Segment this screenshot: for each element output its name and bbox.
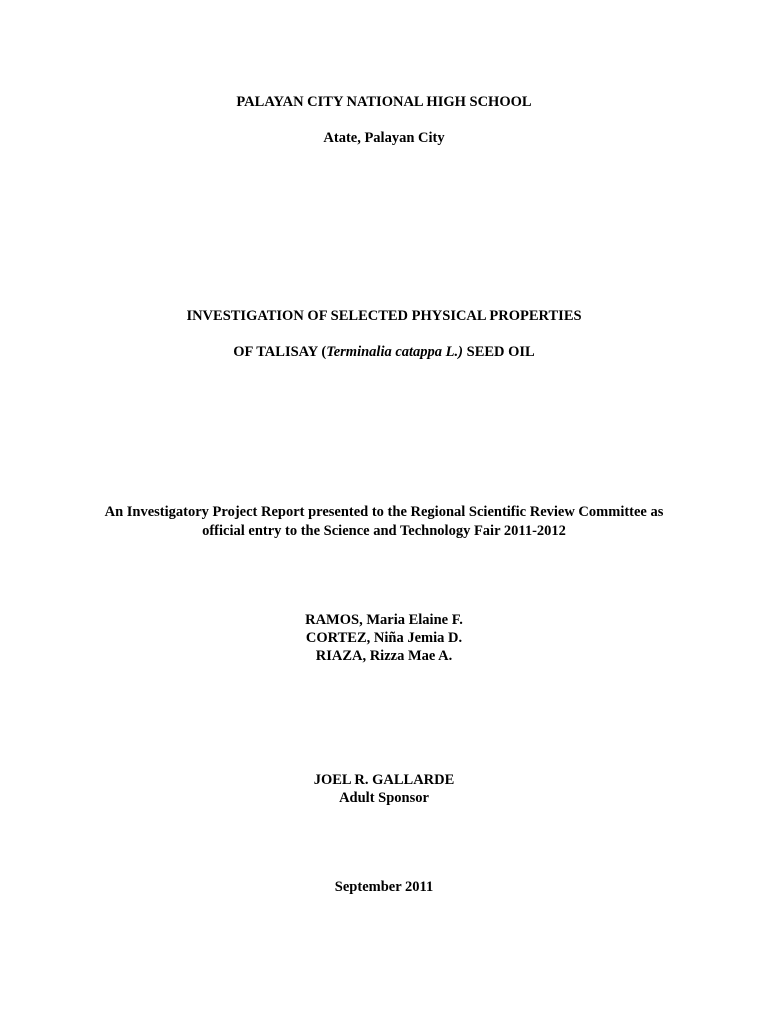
report-date: September 2011 [334, 879, 434, 895]
description-line-1: An Investigatory Project Report presented to the Regional Scientific Review Committee as [104, 504, 664, 520]
sponsor-role: Adult Sponsor [339, 790, 429, 806]
title-line-1: INVESTIGATION OF SELECTED PHYSICAL PROPERTIES [186, 308, 582, 324]
author-1: RAMOS, Maria Elaine F. [305, 612, 463, 628]
school-name: PALAYAN CITY NATIONAL HIGH SCHOOL [236, 94, 532, 110]
scientific-name: Terminalia catappa L.) [326, 344, 463, 360]
title-line-2-prefix: OF TALISAY ( [233, 344, 327, 360]
description-line-2: official entry to the Science and Technology Fair 2011-2012 [202, 523, 566, 539]
title-line-2-suffix: SEED OIL [463, 344, 535, 360]
author-2: CORTEZ, Niña Jemia D. [305, 630, 463, 646]
author-3: RIAZA, Rizza Mae A. [315, 648, 453, 664]
sponsor-name: JOEL R. GALLARDE [313, 772, 455, 788]
school-address: Atate, Palayan City [323, 130, 445, 146]
title-line-2 [0, 343, 768, 362]
